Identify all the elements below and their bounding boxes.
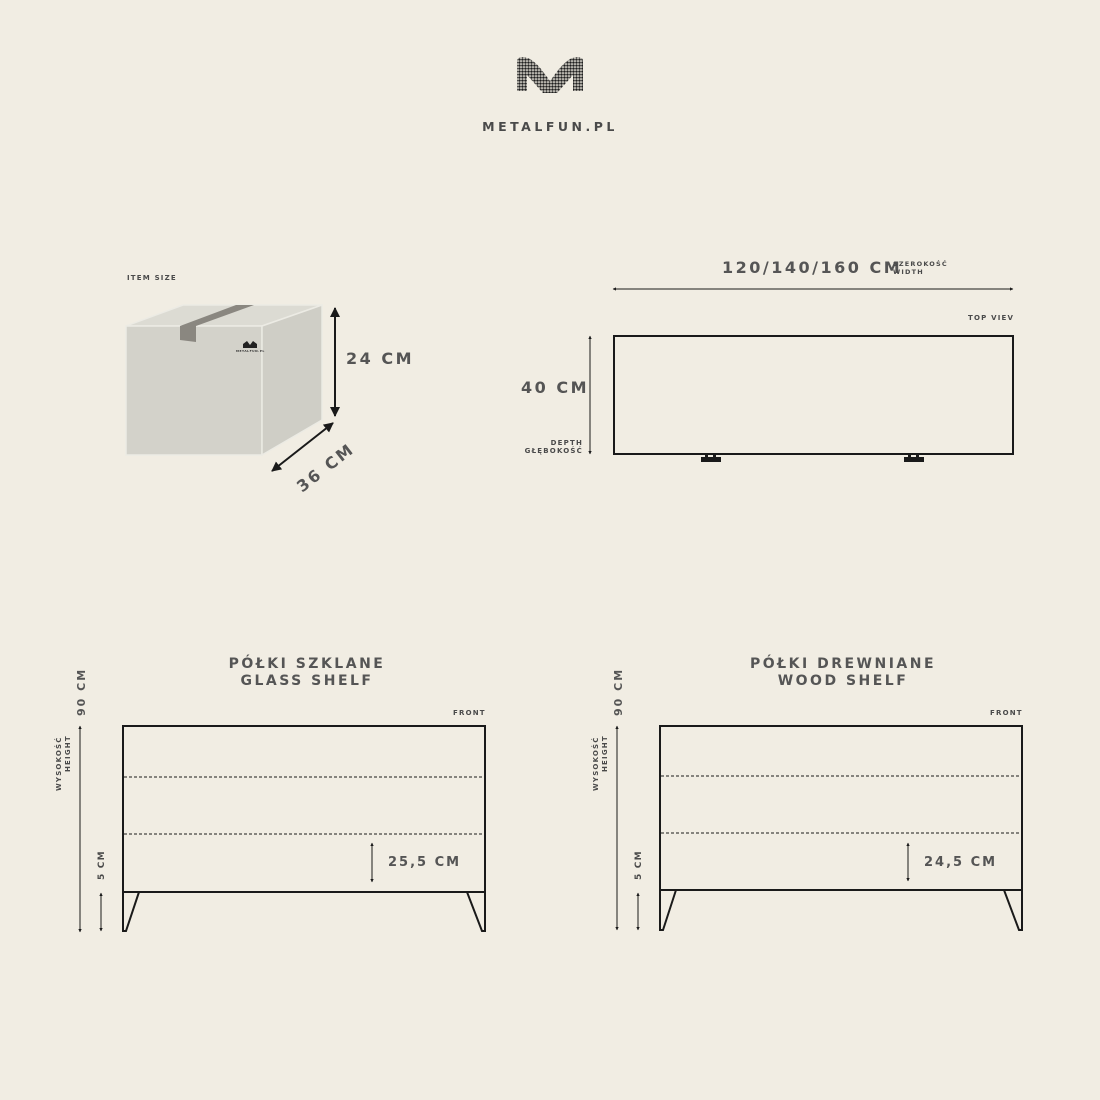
wood-front-label: FRONT xyxy=(990,709,1023,717)
box-brand-label: METALFUN.PL xyxy=(236,349,265,353)
glass-leg-height: 5 CM xyxy=(97,850,107,880)
glass-title-en: GLASS SHELF xyxy=(240,673,374,689)
width-label-en: WIDTH xyxy=(893,268,924,276)
top-view-label: TOP VIEV xyxy=(968,314,1015,322)
item-size-label: ITEM SIZE xyxy=(127,274,177,282)
brand-name: METALFUN.PL xyxy=(482,119,618,134)
glass-front-label: FRONT xyxy=(453,709,486,717)
package-box-icon xyxy=(126,305,322,455)
glass-height-label-pl: WYSOKOŚĆ xyxy=(55,736,63,791)
glass-title xyxy=(207,656,407,690)
depth-value: 40 CM xyxy=(521,378,589,397)
wood-shelf-spacing: 24,5 CM xyxy=(924,855,998,870)
glass-height-value: 90 CM xyxy=(75,667,88,716)
depth-label-pl: GŁĘBOKOŚĆ xyxy=(524,447,583,455)
wood-height-label-en: HEIGHT xyxy=(601,735,609,772)
top-view-outline xyxy=(614,336,1013,454)
wood-height-value: 90 CM xyxy=(612,667,625,716)
handle-icon xyxy=(701,455,721,462)
box-height-value: 24 CM xyxy=(346,349,414,368)
box-depth-value: 36 CM xyxy=(293,439,359,496)
wood-title-pl: PÓŁKI DREWNIANE xyxy=(749,656,937,672)
wood-leg-height: 5 CM xyxy=(634,850,644,880)
glass-shelf-front-view xyxy=(123,726,485,931)
width-value: 120/140/160 CM xyxy=(722,258,903,277)
width-label-pl: SZEROKOŚĆ xyxy=(893,260,948,268)
glass-height-label-en: HEIGHT xyxy=(64,735,72,772)
wood-shelf-front-view xyxy=(660,726,1022,930)
glass-title-pl: PÓŁKI SZKLANE xyxy=(228,656,386,672)
glass-shelf-spacing: 25,5 CM xyxy=(388,855,462,870)
wood-title xyxy=(733,656,953,690)
wood-height-label-pl: WYSOKOŚĆ xyxy=(592,736,600,791)
handle-icon xyxy=(904,455,924,462)
wood-title-en: WOOD SHELF xyxy=(777,673,909,689)
depth-label-en: DEPTH xyxy=(550,439,583,447)
